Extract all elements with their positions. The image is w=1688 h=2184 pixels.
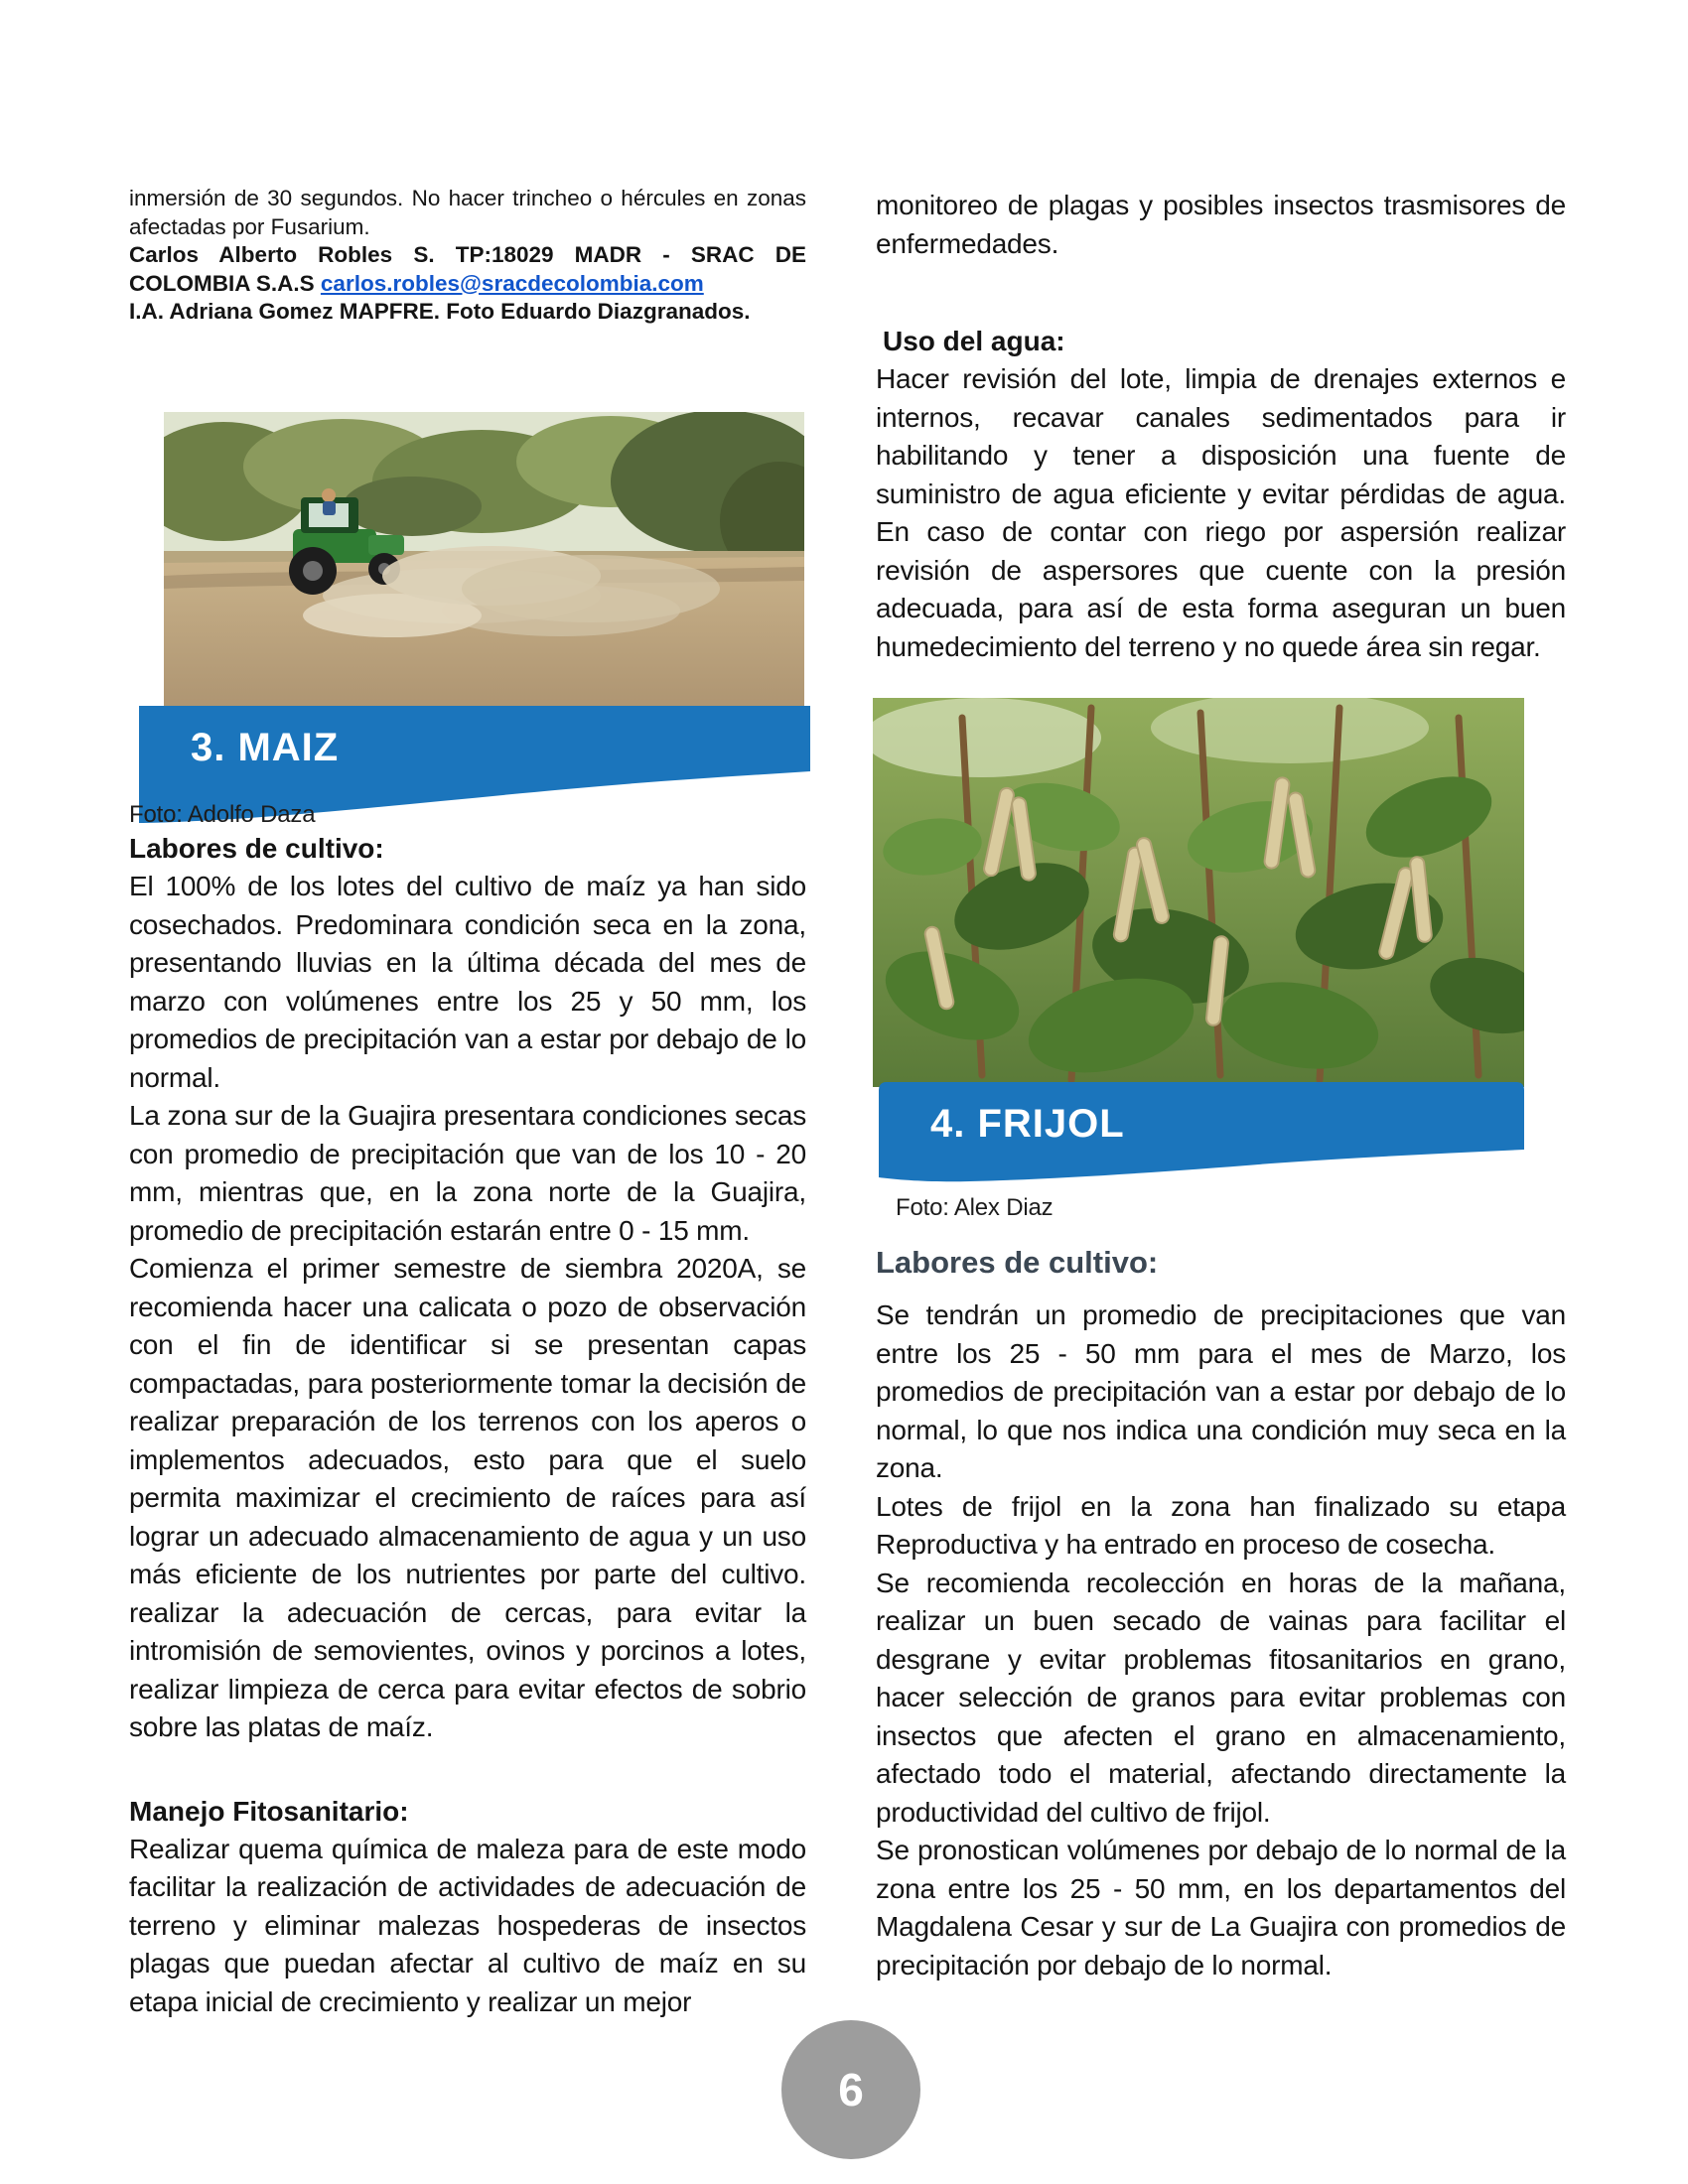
photo-credit-frijol: Foto: Alex Diaz	[896, 1194, 1054, 1221]
author-name: Carlos Alberto Robles S. TP:18029	[129, 242, 575, 267]
intro-credit-block	[129, 185, 806, 327]
frijol-section-banner	[879, 1082, 1524, 1185]
labores-heading-frijol: Labores de cultivo:	[876, 1245, 1159, 1280]
page-number: 6	[838, 2064, 864, 2116]
frijol-paragraph-4: Se pronostican volúmenes por debajo de lo normal de la zona entre los 25 - 50 mm, en los departamentos del Magdalena Cesar y sur de La Guajira con promedios de precipitación por debajo de lo normal.	[876, 1835, 1566, 1980]
labores-heading-maiz: Labores de cultivo:	[129, 833, 384, 864]
continuation-paragraph: monitoreo de plagas y posibles insectos trasmisores de enfermedades.	[876, 190, 1566, 259]
left-column	[129, 800, 806, 2021]
right-column-bottom	[876, 1243, 1566, 1984]
manejo-heading: Manejo Fitosanitario:	[129, 1795, 409, 1827]
tractor-photo-graphic	[164, 412, 804, 708]
maiz-paragraph-2: La zona sur de la Guajira presentara condiciones secas con promedio de precipitación que van de los 10 - 20 mm, mientras que, en la zona norte de la Guajira, promedio de precipitación estarán entre 0 - 15 mm.	[129, 1100, 806, 1246]
maiz-paragraph-3: Comienza el primer semestre de siembra 2020A, se recomienda hacer una calicata o pozo de observación con el fin de identificar si se presentan capas compactadas, para posteriormente tomar la decisión de realizar preparación de los terrenos con los aperos o implementos adecuados, esto para que el suelo permita maximizar el crecimiento de raíces para así lograr un adecuado almacenamiento de agua y un uso más eficiente de los nutrientes por parte del cultivo. realizar la adecuación de cercas, para evitar la intromisión de semovientes, ovinos y porcinos a lotes, realizar limpieza de cerca para evitar efectos de sobrio sobre las platas de maíz.	[129, 1253, 806, 1742]
manejo-paragraph: Realizar quema química de maleza para de este modo facilitar la realización de actividades de adecuación de terreno y eliminar malezas hospederas de insectos plagas que puedan afectar al cultivo de maíz en su etapa inicial de crecimiento y realizar un mejor	[129, 1833, 806, 2017]
photo-author-credit: I.A. Adriana Gomez MAPFRE. Foto Eduardo Diazgranados.	[129, 299, 751, 324]
maiz-banner-label: 3. MAIZ	[191, 726, 340, 769]
frijol-photo-graphic	[873, 698, 1524, 1087]
maiz-paragraph-1: El 100% de los lotes del cultivo de maíz ya han sido cosechados. Predominara condición seca en la zona, presentando lluvias en la última década del mes de marzo con volúmenes entre los 25 y 50 mm, los promedios de precipitación van a estar por debajo de lo normal.	[129, 871, 806, 1093]
author-org: MADR - SRAC DE COLOMBIA S.A.S	[129, 242, 806, 296]
tractor-field-photo	[164, 412, 804, 708]
email-link[interactable]: carlos.robles@sracdecolombia.com	[320, 270, 704, 296]
photo-credit-maiz: Foto: Adolfo Daza	[129, 801, 316, 828]
frijol-paragraph-2: Lotes de frijol en la zona han finalizado su etapa Reproductiva y ha entrado en proceso de cosecha.	[876, 1490, 1566, 1560]
intro-text: inmersión de 30 segundos. No hacer trincheo o hércules en zonas afectadas por Fusarium.	[129, 186, 806, 239]
page-number-badge	[781, 2020, 920, 2159]
frijol-paragraph-1: Se tendrán un promedio de precipitaciones que van entre los 25 - 50 mm para el mes de Marzo, los promedios de precipitación van a estar por debajo de lo normal, lo que nos indica una condición muy seca en la zona.	[876, 1299, 1566, 1483]
frijol-banner-label: 4. FRIJOL	[930, 1102, 1125, 1146]
right-column-top	[876, 187, 1566, 666]
agua-paragraph: Hacer revisión del lote, limpia de drenajes externos e internos, recavar canales sedimentados para ir habilitando y tener a disposición una fuente de suministro de agua eficiente y evitar pérdidas de agua. En caso de contar con riego por aspersión realizar revisión de aspersores que cuente con la presión adecuada, para así de esta forma aseguran un buen humedecimiento del terreno y no quede área sin regar.	[876, 363, 1566, 662]
frijol-crop-photo	[873, 698, 1524, 1087]
frijol-paragraph-3: Se recomienda recolección en horas de la mañana, realizar un buen secado de vainas para facilitar el desgrane y evitar problemas fitosanitarios en grano, hacer selección de granos para evitar problemas con insectos que afecten el grano en almacenamiento, afectado todo el material, afectando directamente la productividad del cultivo de frijol.	[876, 1567, 1566, 1828]
agua-heading: Uso del agua:	[883, 326, 1065, 356]
